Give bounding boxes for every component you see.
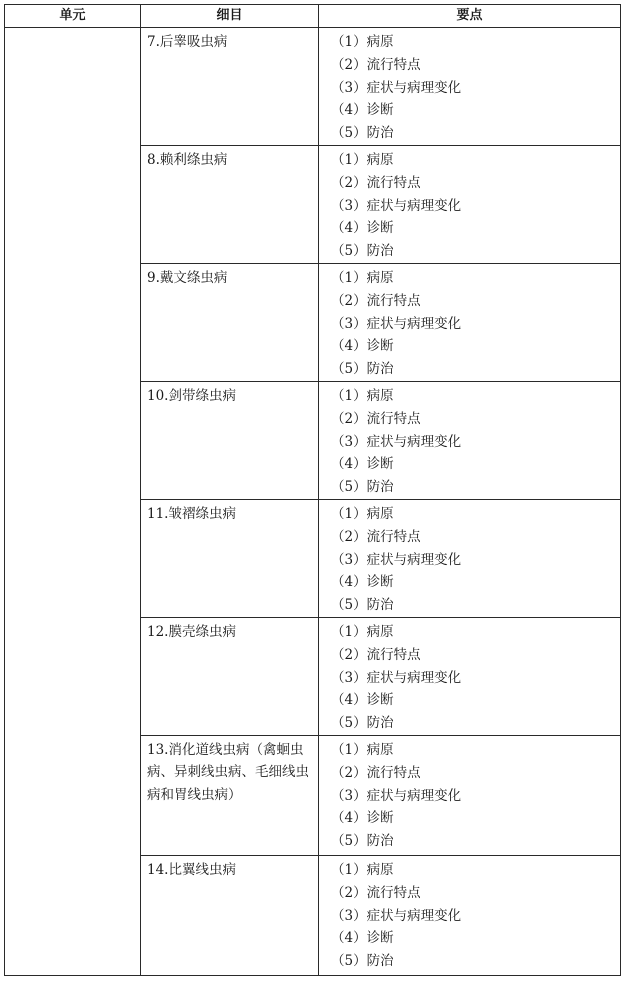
point-line: （2）流行特点 [331, 884, 421, 901]
header-row [5, 5, 621, 28]
point-line: （1）病原 [331, 34, 394, 50]
point-line: （5）防治 [331, 125, 394, 142]
point-line: （5）防治 [331, 953, 394, 970]
point-line: （3）症状与病理变化 [331, 551, 462, 568]
point-line: （3）症状与病理变化 [331, 197, 462, 214]
point-line: （1）病原 [331, 861, 394, 878]
table-row [5, 28, 621, 146]
point-line: （5）防治 [331, 479, 394, 496]
header-points: 要点 [319, 5, 621, 28]
point-line: （3）症状与病理变化 [331, 787, 462, 804]
point-line: （1）病原 [331, 741, 394, 758]
point-line: （3）症状与病理变化 [331, 907, 462, 924]
point-line: （2）流行特点 [331, 292, 421, 309]
syllabus-page [4, 4, 620, 976]
point-line: （1）病原 [331, 151, 394, 168]
point-line: （4）诊断 [331, 456, 394, 473]
point-line: （3）症状与病理变化 [331, 79, 462, 96]
points-cell [319, 145, 621, 263]
point-line: （4）诊断 [331, 102, 394, 119]
points-cell [319, 263, 621, 381]
point-line: （1）病原 [331, 505, 394, 522]
point-line: （2）流行特点 [331, 174, 421, 191]
header-item: 细目 [141, 5, 319, 28]
point-line: （1）病原 [331, 623, 394, 640]
point-line: （5）防治 [331, 597, 394, 614]
table-body [5, 28, 621, 976]
points-cell [319, 381, 621, 499]
points-cell [319, 617, 621, 735]
point-line: （4）诊断 [331, 692, 394, 709]
point-line: （2）流行特点 [331, 56, 421, 73]
header-unit: 单元 [5, 5, 141, 28]
points-cell [319, 28, 621, 146]
point-line: （3）症状与病理变化 [331, 315, 462, 332]
item-cell: 12.膜壳绦虫病 [141, 617, 319, 735]
point-line: （2）流行特点 [331, 528, 421, 545]
table-header [5, 5, 621, 28]
point-line: （2）流行特点 [331, 764, 421, 781]
item-cell: 10.剑带绦虫病 [141, 381, 319, 499]
point-line: （5）防治 [331, 243, 394, 260]
point-line: （2）流行特点 [331, 646, 421, 663]
point-line: （3）症状与病理变化 [331, 433, 462, 450]
item-cell: 11.皱褶绦虫病 [141, 499, 319, 617]
point-line: （5）防治 [331, 833, 394, 850]
point-line: （4）诊断 [331, 930, 394, 947]
item-cell: 7.后睾吸虫病 [141, 28, 319, 146]
item-cell: 13.消化道线虫病（禽蛔虫病、异刺线虫病、毛细线虫病和胃线虫病） [141, 735, 319, 855]
point-line: （4）诊断 [331, 574, 394, 591]
point-line: （4）诊断 [331, 810, 394, 827]
point-line: （2）流行特点 [331, 410, 421, 427]
points-cell [319, 855, 621, 975]
item-cell: 8.赖利绦虫病 [141, 145, 319, 263]
unit-cell [5, 28, 141, 976]
point-line: （4）诊断 [331, 220, 394, 237]
point-line: （5）防治 [331, 361, 394, 378]
point-line: （5）防治 [331, 715, 394, 732]
syllabus-table [4, 4, 621, 976]
point-line: （1）病原 [331, 269, 394, 286]
points-cell [319, 735, 621, 855]
point-line: （3）症状与病理变化 [331, 669, 462, 686]
point-line: （4）诊断 [331, 338, 394, 355]
point-line: （1）病原 [331, 387, 394, 404]
item-cell: 14.比翼线虫病 [141, 855, 319, 975]
item-cell: 9.戴文绦虫病 [141, 263, 319, 381]
points-cell [319, 499, 621, 617]
